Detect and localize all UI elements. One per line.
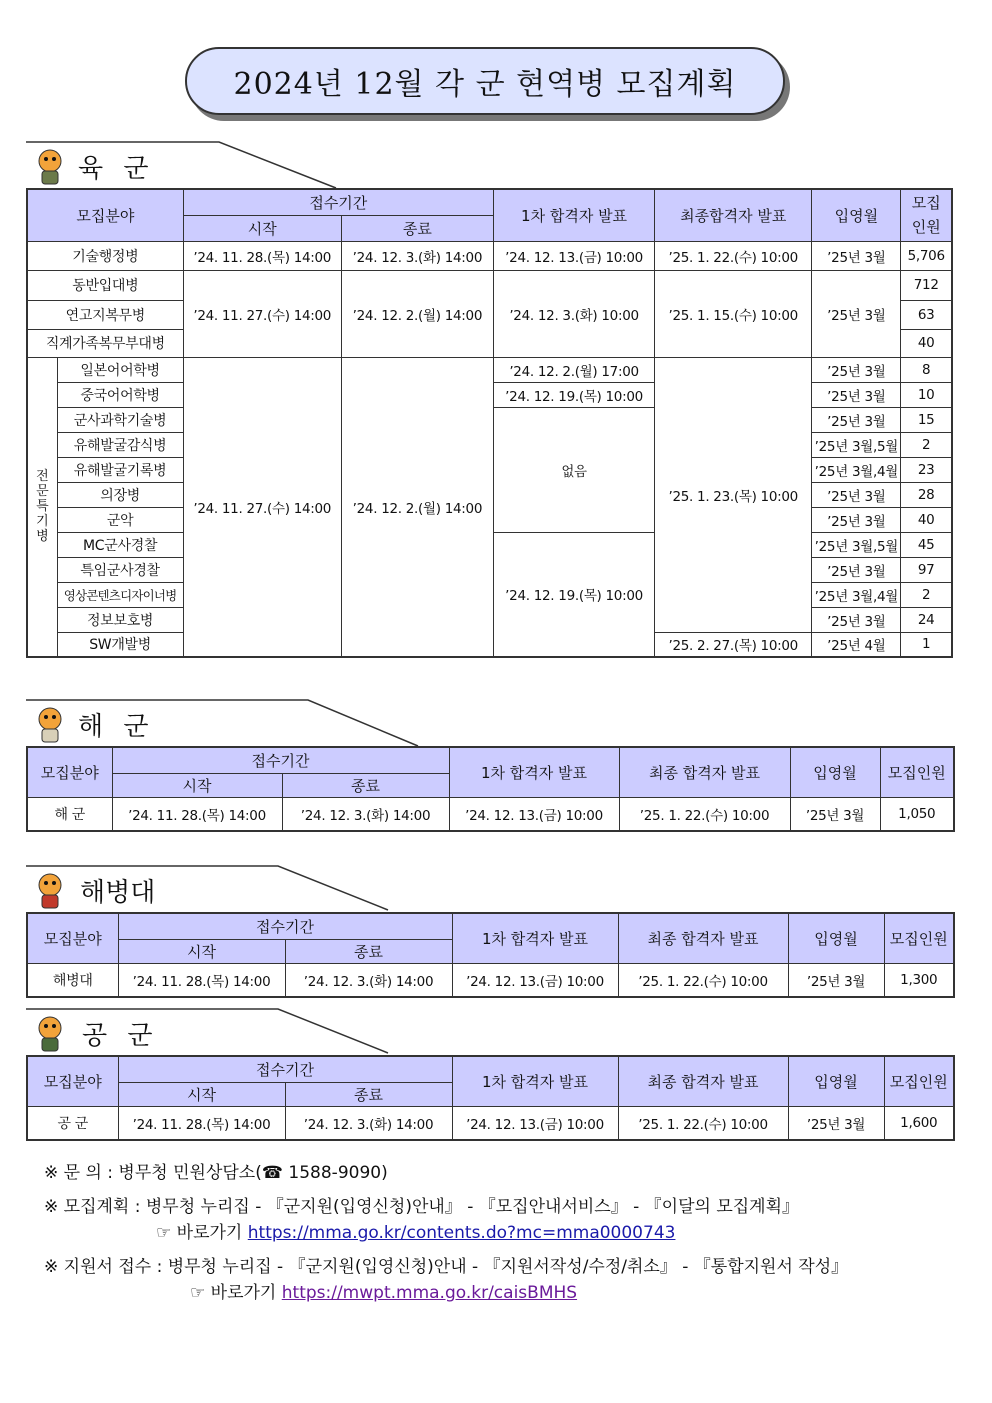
navy-section	[26, 698, 953, 832]
field-cell: 유해발굴감식병	[57, 432, 183, 457]
first-cell: ’24. 12. 19.(목) 10:00	[493, 382, 654, 407]
field-cell: 동반입대병	[27, 270, 183, 300]
enlist-cell: ’25년 3월	[812, 241, 901, 270]
count-cell: 28	[901, 482, 952, 507]
army-header	[26, 140, 953, 188]
col-enlist: 입영월	[790, 747, 880, 797]
count-cell: 2	[901, 432, 952, 457]
count-cell: 15	[901, 407, 952, 432]
final-cell: ’25. 1. 23.(목) 10:00	[655, 357, 812, 632]
enlist-cell: ’25년 3월	[812, 407, 901, 432]
marines-table	[26, 912, 955, 998]
count-cell: 40	[901, 507, 952, 532]
count-cell: 1,600	[884, 1106, 954, 1140]
col-enlist: 입영월	[788, 1056, 884, 1106]
col-period: 접수기간	[118, 1056, 452, 1082]
table-row	[27, 797, 954, 831]
apply-link[interactable]: https://mwpt.mma.go.kr/caisBMHS	[281, 1283, 578, 1303]
col-end: 종료	[285, 939, 452, 963]
col-count: 모집인원	[884, 1056, 954, 1106]
field-cell: 해 군	[27, 797, 112, 831]
final-cell: ’25. 1. 22.(수) 10:00	[655, 241, 812, 270]
army-table	[26, 188, 953, 658]
count-cell: 45	[901, 532, 952, 557]
enlist-cell: ’25년 3월,5월	[812, 532, 901, 557]
count-cell: 40	[901, 329, 952, 357]
army-title: 육 군	[78, 154, 155, 184]
enlist-cell: ’25년 3월	[812, 357, 901, 382]
field-cell: 연고지복무병	[27, 300, 183, 329]
final-cell: ’25. 1. 15.(수) 10:00	[655, 270, 812, 357]
navy-header	[26, 698, 953, 746]
end-cell: ’24. 12. 3.(화) 14:00	[282, 797, 449, 831]
first-cell: ’24. 12. 3.(화) 10:00	[493, 270, 654, 357]
apply-link-row	[44, 1280, 944, 1306]
field-cell: 특임군사경찰	[57, 557, 183, 582]
start-cell: ’24. 11. 28.(목) 14:00	[118, 963, 285, 997]
col-first: 1차 합격자 발표	[493, 189, 654, 241]
inquiry-note: ※ 문 의 : 병무청 민원상담소(☎ 1588-9090)	[44, 1163, 388, 1183]
col-count: 모집인원	[880, 747, 954, 797]
final-cell: ’25. 1. 22.(수) 10:00	[618, 963, 788, 997]
first-cell: ’24. 12. 13.(금) 10:00	[452, 1106, 618, 1140]
col-period: 접수기간	[112, 747, 449, 773]
end-cell: ’24. 12. 2.(월) 14:00	[341, 357, 493, 657]
enlist-cell: ’25년 3월,4월	[812, 457, 901, 482]
final-cell: ’25. 2. 27.(목) 10:00	[655, 632, 812, 657]
count-cell: 1	[901, 632, 952, 657]
plan-link-row	[44, 1220, 944, 1246]
field-cell: 군악	[57, 507, 183, 532]
first-cell: ’24. 12. 19.(목) 10:00	[493, 532, 654, 657]
pointing-hand-icon: ☞ 바로가기	[190, 1283, 282, 1303]
start-cell: ’24. 11. 28.(목) 14:00	[183, 241, 341, 270]
count-cell: 8	[901, 357, 952, 382]
first-cell: ’24. 12. 13.(금) 10:00	[493, 241, 654, 270]
airforce-header	[26, 1007, 953, 1055]
col-field: 모집분야	[27, 189, 183, 241]
field-cell: 영상콘텐츠디자이너병	[57, 582, 183, 607]
count-cell: 23	[901, 457, 952, 482]
col-field: 모집분야	[27, 1056, 118, 1106]
page-title: 2024년 12월 각 군 현역병 모집계획	[233, 67, 737, 102]
field-cell: 직계가족복무부대병	[27, 329, 183, 357]
airforce-table	[26, 1055, 955, 1141]
col-enlist: 입영월	[788, 913, 884, 963]
enlist-cell: ’25년 3월	[812, 607, 901, 632]
col-final: 최종 합격자 발표	[618, 1056, 788, 1106]
table-row	[27, 357, 952, 382]
col-enlist: 입영월	[812, 189, 901, 241]
col-start: 시작	[112, 773, 282, 797]
count-cell: 24	[901, 607, 952, 632]
col-period: 접수기간	[183, 189, 493, 215]
field-cell: 기술행정병	[27, 241, 183, 270]
field-cell: 해병대	[27, 963, 118, 997]
col-count: 모집 인원	[901, 189, 952, 241]
end-cell: ’24. 12. 3.(화) 14:00	[285, 1106, 452, 1140]
enlist-cell: ’25년 3월	[790, 797, 880, 831]
plan-note: ※ 모집계획 : 병무청 누리집 - 『군지원(입영신청)안내』 - 『모집안내서비스』 - 『이달의 모집계획』	[44, 1197, 800, 1217]
apply-note: ※ 지원서 접수 : 병무청 누리집 - 『군지원(입영신청)안내 - 『지원서작성/수정/취소』 - 『통합지원서 작성』	[44, 1257, 849, 1277]
col-start: 시작	[183, 215, 341, 241]
end-cell: ’24. 12. 3.(화) 14:00	[341, 241, 493, 270]
marines-section	[26, 864, 953, 998]
field-cell: 의장병	[57, 482, 183, 507]
enlist-cell: ’25년 3월	[812, 382, 901, 407]
enlist-cell: ’25년 3월	[812, 507, 901, 532]
col-end: 종료	[341, 215, 493, 241]
col-field: 모집분야	[27, 747, 112, 797]
field-cell: SW개발병	[57, 632, 183, 657]
field-cell: 정보보호병	[57, 607, 183, 632]
table-row	[27, 963, 954, 997]
navy-table	[26, 746, 955, 832]
tiger-mascot-icon	[30, 870, 70, 910]
count-cell: 10	[901, 382, 952, 407]
enlist-cell: ’25년 3월	[788, 963, 884, 997]
col-end: 종료	[282, 773, 449, 797]
col-first: 1차 합격자 발표	[452, 1056, 618, 1106]
count-cell: 63	[901, 300, 952, 329]
marines-title: 해병대	[80, 878, 156, 908]
count-cell: 5,706	[901, 241, 952, 270]
col-count: 모집인원	[884, 913, 954, 963]
enlist-cell: ’25년 3월,5월	[812, 432, 901, 457]
field-cell: 일본어어학병	[57, 357, 183, 382]
count-cell: 2	[901, 582, 952, 607]
col-final: 최종합격자 발표	[655, 189, 812, 241]
enlist-cell: ’25년 3월	[812, 557, 901, 582]
start-cell: ’24. 11. 27.(수) 14:00	[183, 270, 341, 357]
count-cell: 1,050	[880, 797, 954, 831]
table-row	[27, 241, 952, 270]
col-field: 모집분야	[27, 913, 118, 963]
col-start: 시작	[118, 1082, 285, 1106]
tiger-mascot-icon	[30, 146, 70, 186]
col-start: 시작	[118, 939, 285, 963]
tiger-mascot-icon	[30, 1013, 70, 1053]
first-cell: 없음	[493, 407, 654, 532]
section-tab-line	[26, 140, 356, 188]
start-cell: ’24. 11. 28.(목) 14:00	[112, 797, 282, 831]
field-cell: 공 군	[27, 1106, 118, 1140]
col-first: 1차 합격자 발표	[449, 747, 619, 797]
col-period: 접수기간	[118, 913, 452, 939]
pointing-hand-icon: ☞ 바로가기	[156, 1223, 248, 1243]
tiger-mascot-icon	[30, 704, 70, 744]
count-cell: 1,300	[884, 963, 954, 997]
airforce-section	[26, 1007, 953, 1141]
final-cell: ’25. 1. 22.(수) 10:00	[619, 797, 790, 831]
enlist-cell: ’25년 3월,4월	[812, 582, 901, 607]
first-cell: ’24. 12. 13.(금) 10:00	[452, 963, 618, 997]
notes	[44, 1160, 944, 1306]
enlist-cell: ’25년 3월	[788, 1106, 884, 1140]
table-row	[27, 270, 952, 300]
special-label: 전문특기병	[27, 357, 57, 657]
end-cell: ’24. 12. 3.(화) 14:00	[285, 963, 452, 997]
field-cell: 중국어어학병	[57, 382, 183, 407]
field-cell: 유해발굴기록병	[57, 457, 183, 482]
page-title-box	[185, 47, 785, 115]
enlist-cell: ’25년 3월	[812, 482, 901, 507]
enlist-cell: ’25년 3월	[812, 270, 901, 357]
count-cell: 712	[901, 270, 952, 300]
start-cell: ’24. 11. 28.(목) 14:00	[118, 1106, 285, 1140]
field-cell: 군사과학기술병	[57, 407, 183, 432]
start-cell: ’24. 11. 27.(수) 14:00	[183, 357, 341, 657]
first-cell: ’24. 12. 13.(금) 10:00	[449, 797, 619, 831]
enlist-cell: ’25년 4월	[812, 632, 901, 657]
first-cell: ’24. 12. 2.(월) 17:00	[493, 357, 654, 382]
airforce-title: 공 군	[82, 1021, 159, 1051]
end-cell: ’24. 12. 2.(월) 14:00	[341, 270, 493, 357]
col-final: 최종 합격자 발표	[618, 913, 788, 963]
table-row	[27, 1106, 954, 1140]
final-cell: ’25. 1. 22.(수) 10:00	[618, 1106, 788, 1140]
col-first: 1차 합격자 발표	[452, 913, 618, 963]
field-cell: MC군사경찰	[57, 532, 183, 557]
marines-header	[26, 864, 953, 912]
count-cell: 97	[901, 557, 952, 582]
navy-title: 해 군	[78, 712, 155, 742]
army-section	[26, 140, 953, 658]
col-final: 최종 합격자 발표	[619, 747, 790, 797]
col-end: 종료	[285, 1082, 452, 1106]
plan-link[interactable]: https://mma.go.kr/contents.do?mc=mma0000743	[247, 1223, 676, 1243]
